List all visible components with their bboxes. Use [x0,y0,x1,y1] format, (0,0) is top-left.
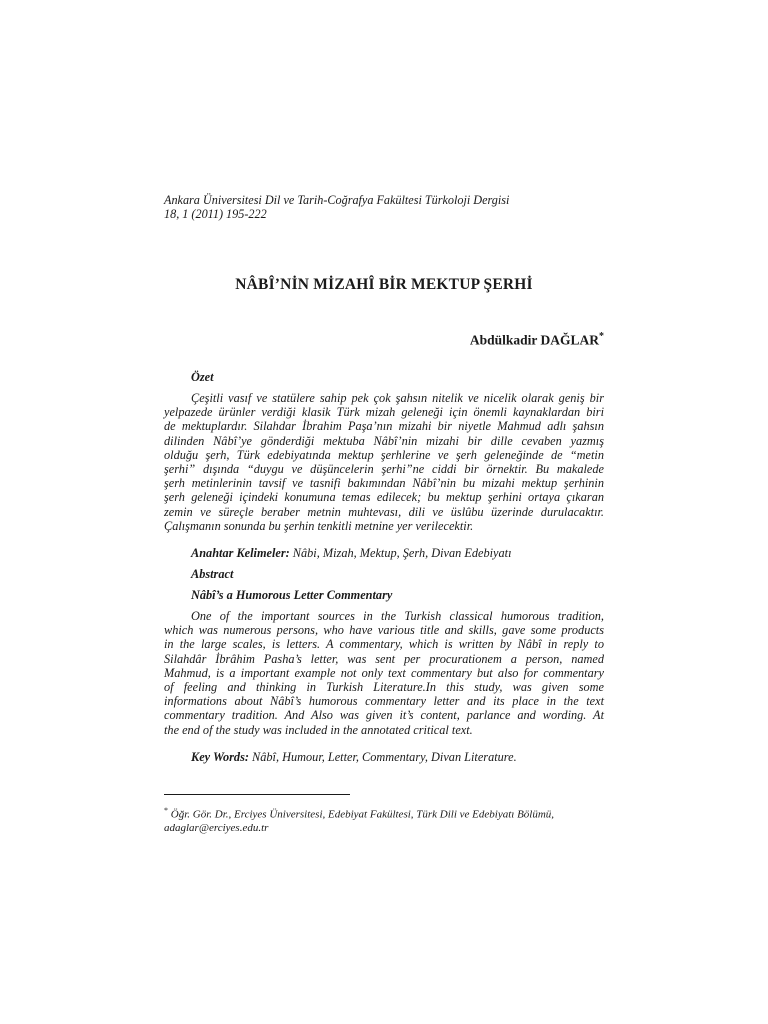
paragraph-line: şerh metinlerinin tavsif ve tasnifi bakımından Nâbî’nin bu mizahi mektup şerhinin [164,476,604,491]
abstract-keywords-text: Nâbî, Humour, Letter, Commentary, Divan Literature. [248,750,517,764]
footnote [164,804,604,836]
paragraph-line: Mahmud, is a important example not only text commentary but also for commentary [164,665,604,680]
paragraph-line: in the large scales, is letters. A commentary, which is written by Nâbî in reply to [164,637,604,652]
ozet-keywords-text: Nâbi, Mizah, Mektup, Şerh, Divan Edebiyatı [289,546,512,560]
paragraph-line: olduğu şerh, Türk edebiyatında mektup şerhlerine ve şerh geleneğinde de “metin [164,447,604,462]
abstract-section [164,567,604,581]
ozet-section [164,370,604,384]
footnote-affiliation: Öğr. Gör. Dr., Erciyes Üniversitesi, Edebiyat Fakültesi, Türk Dili ve Edebiyatı Bölümü, [168,808,555,821]
paragraph-line: which was numerous persons, who have various title and skills, gave some products [164,623,604,638]
paragraph-line: One of the important sources in the Turkish classical humorous tradition, [191,609,604,623]
article-title: NÂBÎ’NİN MİZAHÎ BİR MEKTUP ŞERHİ [235,276,533,293]
paragraph-line: Silahdâr İbrâhim Pasha’s letter, was sent per procurationem a person, named [164,651,604,666]
paragraph-line: yelpazede ürünler verdiği klasik Türk mizah geleneği için önemli kaynaklardan biri [164,405,604,420]
abstract-title: Nâbî’s a Humorous Letter Commentary [191,588,393,602]
abstract-paragraph [164,609,604,737]
paragraph-line: Çeşitli vasıf ve statülere sahip pek çok şahsın nitelik ve nicelik olarak geniş bir [191,391,604,405]
paragraph-line: Çalışmanın sonunda bu şerhin tenkitli metnine yer verilecektir. [164,518,474,533]
paragraph-line: commentary tradition. And Also was given it’s content, parlance and wording. At [164,708,604,723]
paragraph-line: şerhi” dışında “duygu ve düşüncelerin şerhi”ne ciddi bir örnektir. Bu makalede [164,462,604,477]
paragraph-line: of feeling and thinking in Turkish Literature.In this study, was given some [164,680,604,695]
ozet-keywords [164,546,631,560]
footnote-divider [164,794,350,795]
abstract-title-block [164,588,604,602]
author-name: Abdülkadir DAĞLAR [469,332,599,348]
journal-citation [164,193,604,221]
journal-volume: 18, 1 (2011) 195-222 [164,207,267,221]
abstract-heading: Abstract [191,567,234,581]
paragraph-line: dilinden Nâbî’ye gönderdiği mektuba Nâbî’nin mizahi bir dille cevaben yazmış [164,433,604,448]
ozet-heading: Özet [191,370,214,384]
ozet-paragraph [164,391,604,533]
paragraph-line: informations about Nâbî’s humorous commentary letter and its place in the text [164,694,604,709]
paragraph-line: zemin ve süreçle beraber metnin muhtevası, dili ve üslûbu üzerinde durulacaktır. [164,504,604,519]
abstract-keywords [164,750,631,764]
author-footnote-mark: * [599,331,604,342]
footnote-mark: * [164,806,168,815]
journal-name: Ankara Üniversitesi Dil ve Tarih-Coğrafya Fakültesi Türkoloji Dergisi [164,193,510,207]
ozet-keywords-label: Anahtar Kelimeler: [191,546,290,560]
paragraph-line: şerh geleneği içindeki konumuna temas edilecek; bu mektup şerhini ortaya çıkaran [164,490,604,505]
abstract-keywords-label: Key Words: [191,750,249,764]
author-line [470,331,604,349]
paragraph-line: the end of the study was included in the annotated critical text. [164,722,473,737]
paragraph-line: de mektuplardır. Silahdar İbrahim Paşa’nın mizahi bir niyetle Mahmud adlı şahsın [164,419,604,434]
footnote-email: adaglar@erciyes.edu.tr [164,822,269,835]
